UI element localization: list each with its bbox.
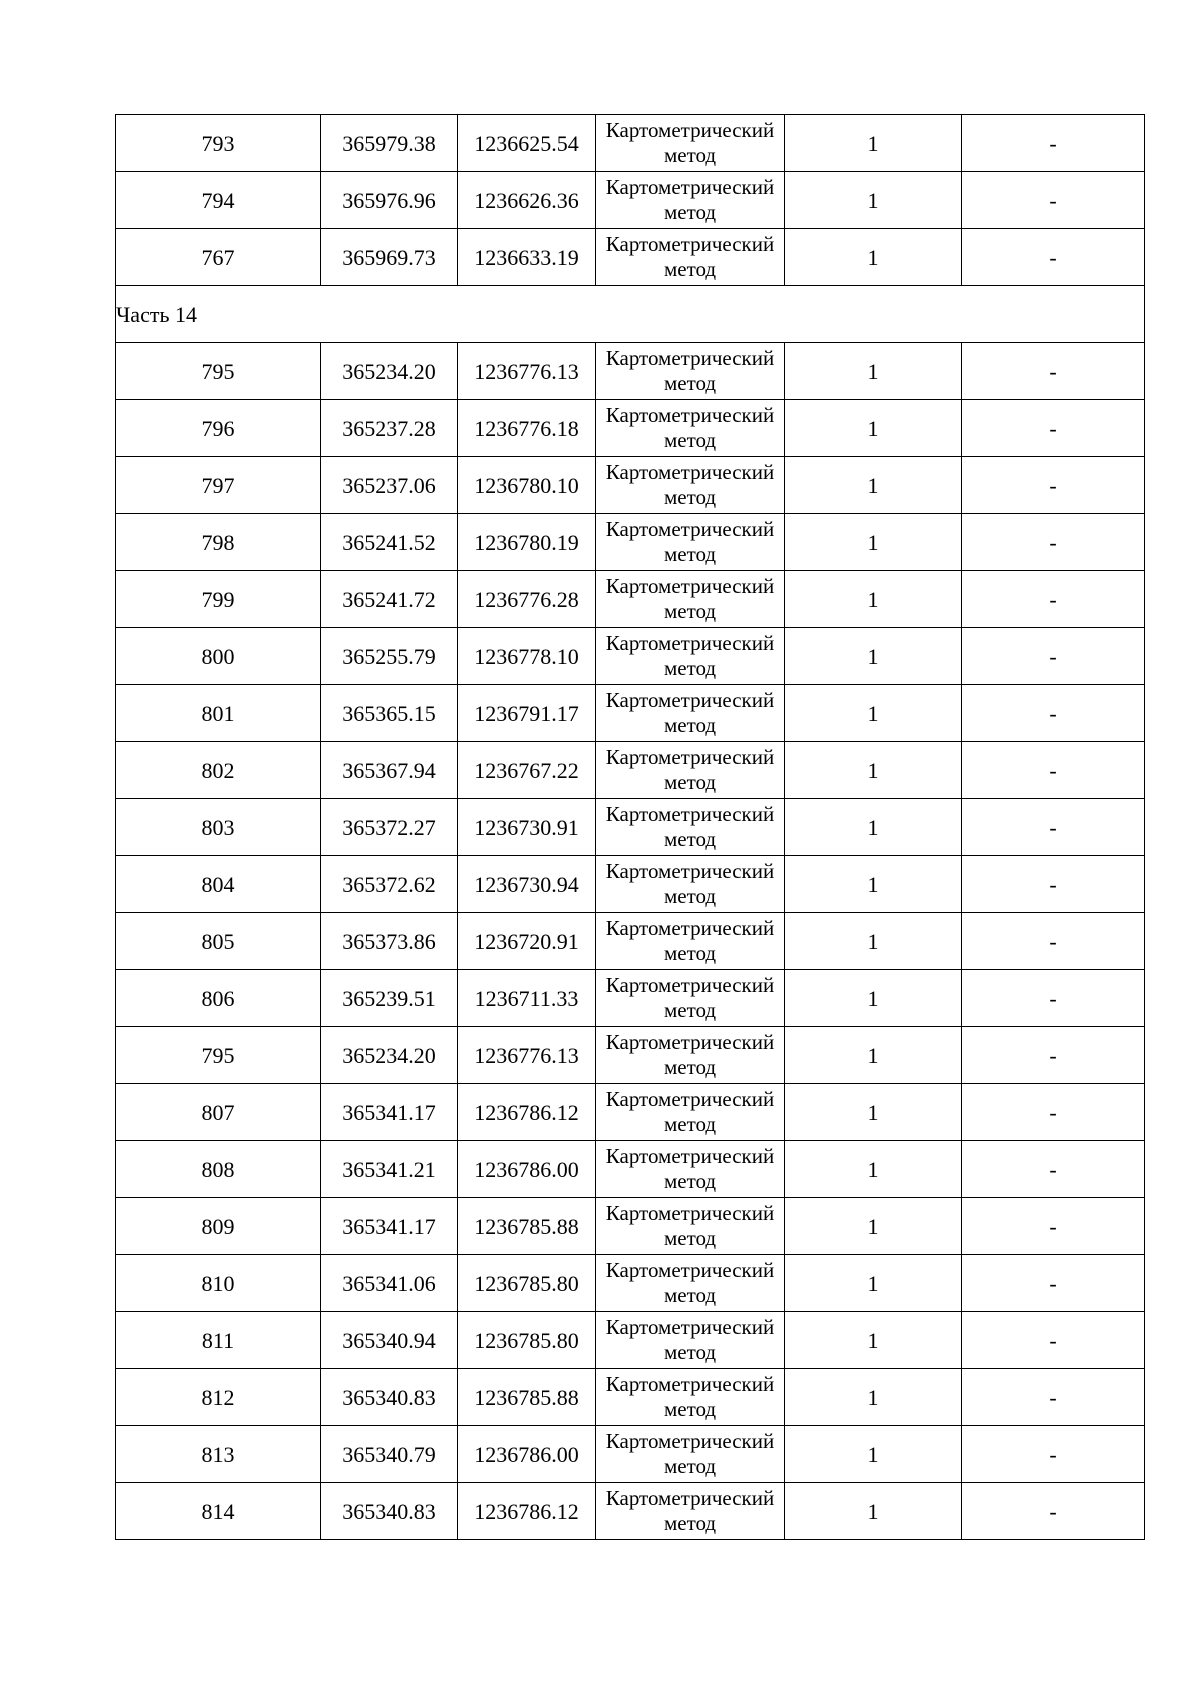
note-cell: - [962, 229, 1145, 286]
accuracy-cell: 1 [785, 856, 962, 913]
point-number-cell: 794 [116, 172, 321, 229]
note-cell: - [962, 343, 1145, 400]
accuracy-cell: 1 [785, 457, 962, 514]
point-number-cell: 814 [116, 1483, 321, 1540]
y-coordinate-cell: 1236785.88 [458, 1369, 596, 1426]
point-number-cell: 800 [116, 628, 321, 685]
accuracy-cell: 1 [785, 742, 962, 799]
coordinates-table [115, 114, 1145, 1540]
x-coordinate-cell: 365341.06 [321, 1255, 458, 1312]
x-coordinate-cell: 365341.17 [321, 1198, 458, 1255]
accuracy-cell: 1 [785, 172, 962, 229]
y-coordinate-cell: 1236778.10 [458, 628, 596, 685]
note-cell: - [962, 457, 1145, 514]
note-cell: - [962, 514, 1145, 571]
section-label: Часть 14 [116, 286, 1145, 343]
method-cell: Картометрический метод [596, 1141, 785, 1198]
method-cell: Картометрический метод [596, 514, 785, 571]
method-cell: Картометрический метод [596, 457, 785, 514]
accuracy-cell: 1 [785, 1084, 962, 1141]
note-cell: - [962, 400, 1145, 457]
y-coordinate-cell: 1236711.33 [458, 970, 596, 1027]
accuracy-cell: 1 [785, 799, 962, 856]
point-number-cell: 803 [116, 799, 321, 856]
method-cell: Картометрический метод [596, 685, 785, 742]
point-number-cell: 808 [116, 1141, 321, 1198]
point-number-cell: 799 [116, 571, 321, 628]
method-cell: Картометрический метод [596, 1084, 785, 1141]
method-cell: Картометрический метод [596, 1198, 785, 1255]
method-cell: Картометрический метод [596, 1426, 785, 1483]
x-coordinate-cell: 365234.20 [321, 343, 458, 400]
x-coordinate-cell: 365340.79 [321, 1426, 458, 1483]
accuracy-cell: 1 [785, 1141, 962, 1198]
note-cell: - [962, 1198, 1145, 1255]
point-number-cell: 809 [116, 1198, 321, 1255]
method-cell: Картометрический метод [596, 1027, 785, 1084]
table-row [116, 115, 1145, 172]
y-coordinate-cell: 1236776.13 [458, 1027, 596, 1084]
y-coordinate-cell: 1236730.91 [458, 799, 596, 856]
x-coordinate-cell: 365241.72 [321, 571, 458, 628]
table-row [116, 400, 1145, 457]
table-row [116, 970, 1145, 1027]
method-cell: Картометрический метод [596, 1312, 785, 1369]
point-number-cell: 813 [116, 1426, 321, 1483]
note-cell: - [962, 571, 1145, 628]
method-cell: Картометрический метод [596, 229, 785, 286]
y-coordinate-cell: 1236791.17 [458, 685, 596, 742]
y-coordinate-cell: 1236780.10 [458, 457, 596, 514]
table-row [116, 742, 1145, 799]
y-coordinate-cell: 1236786.00 [458, 1426, 596, 1483]
table-row [116, 457, 1145, 514]
table-row [116, 1198, 1145, 1255]
point-number-cell: 797 [116, 457, 321, 514]
point-number-cell: 798 [116, 514, 321, 571]
note-cell: - [962, 1141, 1145, 1198]
note-cell: - [962, 1483, 1145, 1540]
y-coordinate-cell: 1236785.88 [458, 1198, 596, 1255]
method-cell: Картометрический метод [596, 571, 785, 628]
table-row [116, 1141, 1145, 1198]
table-row [116, 514, 1145, 571]
x-coordinate-cell: 365241.52 [321, 514, 458, 571]
method-cell: Картометрический метод [596, 343, 785, 400]
note-cell: - [962, 742, 1145, 799]
note-cell: - [962, 1369, 1145, 1426]
point-number-cell: 793 [116, 115, 321, 172]
accuracy-cell: 1 [785, 913, 962, 970]
table-row [116, 172, 1145, 229]
table-body [116, 115, 1145, 1540]
point-number-cell: 795 [116, 343, 321, 400]
y-coordinate-cell: 1236625.54 [458, 115, 596, 172]
table-row [116, 913, 1145, 970]
x-coordinate-cell: 365373.86 [321, 913, 458, 970]
method-cell: Картометрический метод [596, 400, 785, 457]
note-cell: - [962, 172, 1145, 229]
table-row [116, 1483, 1145, 1540]
x-coordinate-cell: 365341.21 [321, 1141, 458, 1198]
accuracy-cell: 1 [785, 343, 962, 400]
accuracy-cell: 1 [785, 400, 962, 457]
table-row [116, 1084, 1145, 1141]
table-row [116, 229, 1145, 286]
note-cell: - [962, 970, 1145, 1027]
x-coordinate-cell: 365976.96 [321, 172, 458, 229]
accuracy-cell: 1 [785, 1255, 962, 1312]
x-coordinate-cell: 365239.51 [321, 970, 458, 1027]
accuracy-cell: 1 [785, 1426, 962, 1483]
accuracy-cell: 1 [785, 970, 962, 1027]
accuracy-cell: 1 [785, 1369, 962, 1426]
point-number-cell: 767 [116, 229, 321, 286]
table-row [116, 685, 1145, 742]
y-coordinate-cell: 1236776.28 [458, 571, 596, 628]
accuracy-cell: 1 [785, 115, 962, 172]
point-number-cell: 807 [116, 1084, 321, 1141]
point-number-cell: 806 [116, 970, 321, 1027]
point-number-cell: 804 [116, 856, 321, 913]
point-number-cell: 805 [116, 913, 321, 970]
point-number-cell: 795 [116, 1027, 321, 1084]
table-row [116, 1312, 1145, 1369]
note-cell: - [962, 856, 1145, 913]
method-cell: Картометрический метод [596, 1483, 785, 1540]
note-cell: - [962, 1312, 1145, 1369]
y-coordinate-cell: 1236626.36 [458, 172, 596, 229]
accuracy-cell: 1 [785, 514, 962, 571]
x-coordinate-cell: 365979.38 [321, 115, 458, 172]
x-coordinate-cell: 365341.17 [321, 1084, 458, 1141]
y-coordinate-cell: 1236720.91 [458, 913, 596, 970]
point-number-cell: 802 [116, 742, 321, 799]
method-cell: Картометрический метод [596, 970, 785, 1027]
table-row [116, 1369, 1145, 1426]
x-coordinate-cell: 365340.83 [321, 1369, 458, 1426]
point-number-cell: 811 [116, 1312, 321, 1369]
x-coordinate-cell: 365969.73 [321, 229, 458, 286]
table-row [116, 628, 1145, 685]
accuracy-cell: 1 [785, 1312, 962, 1369]
table-row [116, 856, 1145, 913]
x-coordinate-cell: 365234.20 [321, 1027, 458, 1084]
y-coordinate-cell: 1236785.80 [458, 1255, 596, 1312]
point-number-cell: 801 [116, 685, 321, 742]
y-coordinate-cell: 1236633.19 [458, 229, 596, 286]
y-coordinate-cell: 1236767.22 [458, 742, 596, 799]
table-row [116, 1255, 1145, 1312]
accuracy-cell: 1 [785, 628, 962, 685]
accuracy-cell: 1 [785, 571, 962, 628]
method-cell: Картометрический метод [596, 628, 785, 685]
y-coordinate-cell: 1236786.12 [458, 1483, 596, 1540]
x-coordinate-cell: 365372.62 [321, 856, 458, 913]
y-coordinate-cell: 1236786.12 [458, 1084, 596, 1141]
method-cell: Картометрический метод [596, 742, 785, 799]
table-row [116, 1027, 1145, 1084]
note-cell: - [962, 1084, 1145, 1141]
y-coordinate-cell: 1236776.13 [458, 343, 596, 400]
table-row [116, 799, 1145, 856]
x-coordinate-cell: 365367.94 [321, 742, 458, 799]
point-number-cell: 810 [116, 1255, 321, 1312]
method-cell: Картометрический метод [596, 172, 785, 229]
note-cell: - [962, 913, 1145, 970]
y-coordinate-cell: 1236776.18 [458, 400, 596, 457]
accuracy-cell: 1 [785, 685, 962, 742]
accuracy-cell: 1 [785, 1027, 962, 1084]
accuracy-cell: 1 [785, 1483, 962, 1540]
method-cell: Картометрический метод [596, 1369, 785, 1426]
method-cell: Картометрический метод [596, 856, 785, 913]
method-cell: Картометрический метод [596, 913, 785, 970]
accuracy-cell: 1 [785, 229, 962, 286]
note-cell: - [962, 1255, 1145, 1312]
x-coordinate-cell: 365237.06 [321, 457, 458, 514]
method-cell: Картометрический метод [596, 1255, 785, 1312]
x-coordinate-cell: 365340.94 [321, 1312, 458, 1369]
x-coordinate-cell: 365372.27 [321, 799, 458, 856]
method-cell: Картометрический метод [596, 799, 785, 856]
x-coordinate-cell: 365237.28 [321, 400, 458, 457]
table-row [116, 1426, 1145, 1483]
section-row [116, 286, 1145, 343]
note-cell: - [962, 115, 1145, 172]
point-number-cell: 812 [116, 1369, 321, 1426]
x-coordinate-cell: 365255.79 [321, 628, 458, 685]
y-coordinate-cell: 1236730.94 [458, 856, 596, 913]
accuracy-cell: 1 [785, 1198, 962, 1255]
table-row [116, 343, 1145, 400]
table-row [116, 571, 1145, 628]
x-coordinate-cell: 365340.83 [321, 1483, 458, 1540]
y-coordinate-cell: 1236785.80 [458, 1312, 596, 1369]
note-cell: - [962, 628, 1145, 685]
point-number-cell: 796 [116, 400, 321, 457]
note-cell: - [962, 1027, 1145, 1084]
y-coordinate-cell: 1236780.19 [458, 514, 596, 571]
method-cell: Картометрический метод [596, 115, 785, 172]
note-cell: - [962, 685, 1145, 742]
x-coordinate-cell: 365365.15 [321, 685, 458, 742]
note-cell: - [962, 1426, 1145, 1483]
y-coordinate-cell: 1236786.00 [458, 1141, 596, 1198]
note-cell: - [962, 799, 1145, 856]
